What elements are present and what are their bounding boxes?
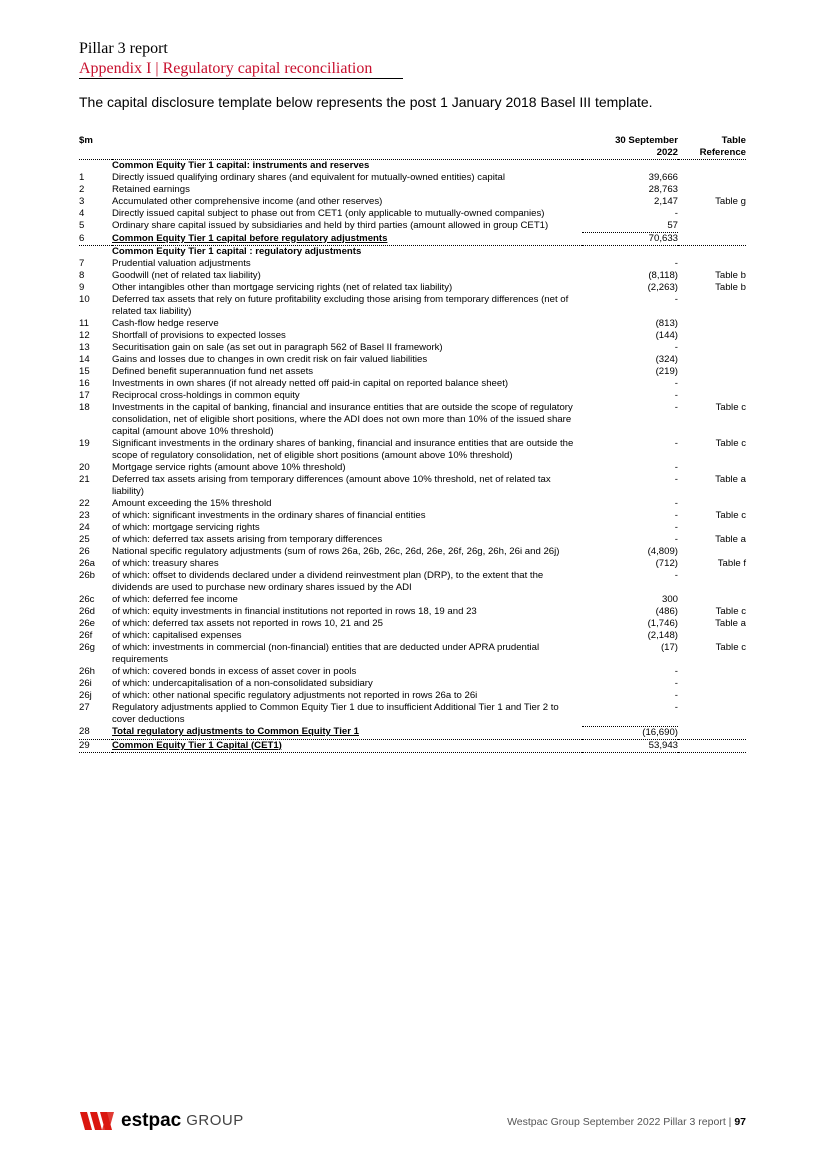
row-number: 10	[79, 294, 90, 305]
row-number: 16	[79, 378, 90, 389]
row-number: 11	[79, 318, 89, 329]
row-description: Common Equity Tier 1 Capital (CET1)	[112, 739, 582, 752]
row-number: 1	[79, 172, 85, 183]
table-row	[79, 342, 746, 354]
row-value: -	[674, 342, 678, 353]
row-value: -	[674, 702, 678, 713]
row-value: (2,263)	[647, 282, 678, 293]
row-description: Deferred tax assets arising from temporary differences (amount above 10% threshold, net of related tax liability)	[112, 474, 551, 497]
westpac-group-logo	[80, 1112, 244, 1130]
row-number: 3	[79, 196, 85, 207]
row-reference	[678, 160, 746, 173]
row-description: Reciprocal cross-holdings in common equity	[112, 390, 300, 401]
row-number	[79, 246, 112, 259]
header-reference: Table Reference	[678, 135, 746, 160]
table-row	[79, 196, 746, 208]
table-row	[79, 618, 746, 630]
row-number: 13	[79, 342, 90, 353]
row-reference	[678, 294, 746, 318]
table-row	[79, 666, 746, 678]
table-row	[79, 678, 746, 690]
row-description: Directly issued capital subject to phase out from CET1 (only applicable to mutually-owned companies)	[112, 208, 545, 219]
row-reference	[678, 246, 746, 259]
row-reference	[678, 220, 746, 233]
report-title: Pillar 3 report	[79, 40, 168, 57]
row-description: of which: deferred tax assets arising from temporary differences	[112, 534, 383, 545]
intro-text: The capital disclosure template below represents the post 1 January 2018 Basel III template.	[79, 94, 653, 110]
table-row	[79, 630, 746, 642]
row-number: 17	[79, 390, 90, 401]
row-description: of which: investments in commercial (non-financial) entities that are deducted under APRA prudential requirements	[112, 642, 540, 665]
row-description: of which: offset to dividends declared under a dividend reinvestment plan (DRP), to the extent that the dividends are used to purchase new ordinary shares issued by the ADI	[112, 570, 544, 593]
table-row	[79, 270, 746, 282]
row-description: Directly issued qualifying ordinary shares (and equivalent for mutually-owned entities) capital	[112, 172, 506, 183]
page-number: 97	[734, 1116, 746, 1128]
row-value: 57	[667, 220, 678, 231]
row-reference	[678, 726, 746, 739]
row-reference	[678, 678, 746, 690]
row-number: 7	[79, 258, 85, 269]
table-row	[79, 570, 746, 594]
table-row	[79, 354, 746, 366]
row-value: -	[674, 690, 678, 701]
table-row	[79, 690, 746, 702]
row-reference: Table c	[715, 438, 746, 449]
row-reference	[678, 233, 746, 246]
row-reference	[678, 172, 746, 184]
row-description: of which: deferred fee income	[112, 594, 238, 605]
table-row	[79, 498, 746, 510]
header-unit: $m	[79, 135, 112, 160]
row-number: 26c	[79, 594, 95, 605]
table-row	[79, 534, 746, 546]
row-value: -	[674, 498, 678, 509]
row-description: Common Equity Tier 1 capital before regulatory adjustments	[112, 233, 582, 246]
row-reference	[678, 546, 746, 558]
row-reference	[678, 702, 746, 726]
row-value: -	[674, 462, 678, 473]
table-row	[79, 366, 746, 378]
row-reference	[678, 330, 746, 342]
row-number	[79, 160, 112, 173]
row-number: 26g	[79, 642, 96, 653]
row-description: Cash-flow hedge reserve	[112, 318, 219, 329]
section-heading-row	[79, 246, 746, 259]
row-value: (486)	[655, 606, 678, 617]
row-value: (16,690)	[582, 726, 678, 739]
row-number: 6	[79, 233, 112, 246]
header-underline	[79, 78, 403, 79]
row-value: (1,746)	[647, 618, 678, 629]
row-value: -	[674, 378, 678, 389]
row-description: Mortgage service rights (amount above 10% threshold)	[112, 462, 346, 473]
row-description: Common Equity Tier 1 capital : regulatory adjustments	[112, 246, 362, 257]
row-value: (813)	[655, 318, 678, 329]
row-description: of which: covered bonds in excess of asset cover in pools	[112, 666, 357, 677]
footer-text: Westpac Group September 2022 Pillar 3 report | 97	[507, 1116, 746, 1128]
row-value: -	[674, 390, 678, 401]
page-footer	[0, 1108, 825, 1138]
row-reference	[678, 739, 746, 752]
row-reference: Table a	[715, 474, 746, 485]
row-value: -	[674, 474, 678, 485]
row-number: 27	[79, 702, 90, 713]
table-row	[79, 282, 746, 294]
row-number: 8	[79, 270, 85, 281]
row-number: 26d	[79, 606, 96, 617]
table-row	[79, 172, 746, 184]
row-value: (219)	[655, 366, 678, 377]
row-number: 12	[79, 330, 90, 341]
row-description: National specific regulatory adjustments (sum of rows 26a, 26b, 26c, 26d, 26e, 26f, 26g, 26h, 26i and 26j)	[112, 546, 560, 557]
table-row	[79, 258, 746, 270]
table-row	[79, 438, 746, 462]
table-row	[79, 558, 746, 570]
row-description: Defined benefit superannuation fund net assets	[112, 366, 314, 377]
row-description: of which: treasury shares	[112, 558, 219, 569]
row-reference: Table c	[715, 510, 746, 521]
row-description: Shortfall of provisions to expected losses	[112, 330, 286, 341]
table-row	[79, 510, 746, 522]
header-description	[112, 135, 582, 160]
row-description: Ordinary share capital issued by subsidiaries and held by third parties (amount allowed in group CET1)	[112, 220, 549, 231]
table-header-row	[79, 135, 746, 160]
row-value: 39,666	[648, 172, 678, 183]
row-reference: Table c	[715, 402, 746, 413]
row-description: Gains and losses due to changes in own credit risk on fair valued liabilities	[112, 354, 428, 365]
row-value	[582, 160, 678, 173]
row-description: Regulatory adjustments applied to Common Equity Tier 1 due to insufficient Additional Tier 1 and Tier 2 to cover deductions	[112, 702, 559, 725]
row-number: 26e	[79, 618, 96, 629]
row-reference	[678, 522, 746, 534]
table-row	[79, 702, 746, 726]
row-value: -	[674, 402, 678, 413]
row-number: 2	[79, 184, 85, 195]
table-row	[79, 220, 746, 233]
row-number: 9	[79, 282, 85, 293]
row-description: of which: deferred tax assets not reported in rows 10, 21 and 25	[112, 618, 383, 629]
table-row	[79, 546, 746, 558]
total-row	[79, 233, 746, 246]
row-description: of which: other national specific regulatory adjustments not reported in rows 26a to 26i	[112, 690, 478, 701]
table-row	[79, 330, 746, 342]
row-description: Other intangibles other than mortgage servicing rights (net of related tax liability)	[112, 282, 453, 293]
row-reference: Table c	[715, 606, 746, 617]
row-description: Investments in the capital of banking, financial and insurance entities that are outside the scope of regulatory consolidation, net of eligible short positions, where the ADI does not own more than 10% of the issued share capital (amount above 10% threshold)	[112, 402, 573, 437]
row-number: 22	[79, 498, 90, 509]
row-number: 20	[79, 462, 90, 473]
row-value: (2,148)	[647, 630, 678, 641]
table-row	[79, 378, 746, 390]
row-reference	[678, 378, 746, 390]
row-number: 26f	[79, 630, 93, 641]
row-reference	[678, 630, 746, 642]
total-row	[79, 726, 746, 739]
row-number: 28	[79, 726, 112, 739]
row-value: (712)	[655, 558, 678, 569]
row-reference: Table c	[715, 642, 746, 653]
row-value: (8,118)	[648, 270, 678, 281]
row-description: of which: mortgage servicing rights	[112, 522, 260, 533]
table-row	[79, 402, 746, 438]
table-row	[79, 474, 746, 498]
row-reference	[678, 690, 746, 702]
row-reference: Table b	[715, 270, 746, 281]
total-row	[79, 739, 746, 752]
row-reference	[678, 390, 746, 402]
row-number: 23	[79, 510, 90, 521]
row-number: 26i	[79, 678, 92, 689]
header-date: 30 September 2022	[582, 135, 678, 160]
row-number: 21	[79, 474, 90, 485]
row-description: of which: capitalised expenses	[112, 630, 242, 641]
row-reference: Table a	[715, 534, 746, 545]
row-value	[582, 246, 678, 259]
row-description: Amount exceeding the 15% threshold	[112, 498, 272, 509]
table-row	[79, 184, 746, 196]
row-value: -	[674, 666, 678, 677]
row-value: 70,633	[582, 233, 678, 246]
row-description: of which: significant investments in the ordinary shares of financial entities	[112, 510, 426, 521]
row-value: (4,809)	[647, 546, 678, 557]
row-reference	[678, 498, 746, 510]
table-row	[79, 522, 746, 534]
row-reference	[678, 184, 746, 196]
row-number: 24	[79, 522, 90, 533]
section-title: Appendix I | Regulatory capital reconciliation	[79, 60, 373, 77]
row-description: Goodwill (net of related tax liability)	[112, 270, 261, 281]
table-row	[79, 390, 746, 402]
table-row	[79, 294, 746, 318]
table-row	[79, 318, 746, 330]
row-description: Accumulated other comprehensive income (and other reserves)	[112, 196, 383, 207]
row-number: 26h	[79, 666, 96, 677]
row-number: 26	[79, 546, 90, 557]
row-value: -	[674, 294, 678, 305]
row-reference	[678, 208, 746, 220]
row-number: 29	[79, 739, 112, 752]
row-value: (144)	[655, 330, 678, 341]
row-reference: Table b	[715, 282, 746, 293]
row-number: 26a	[79, 558, 96, 569]
logo-group-text: GROUP	[186, 1112, 244, 1129]
row-number: 18	[79, 402, 90, 413]
table-row	[79, 642, 746, 666]
row-reference	[678, 354, 746, 366]
row-value: 300	[661, 594, 678, 605]
row-reference	[678, 366, 746, 378]
row-value: -	[674, 438, 678, 449]
row-number: 19	[79, 438, 90, 449]
row-description: Total regulatory adjustments to Common Equity Tier 1	[112, 726, 582, 739]
row-number: 15	[79, 366, 90, 377]
section-heading-row	[79, 160, 746, 173]
row-value: -	[674, 258, 678, 269]
row-description: Investments in own shares (if not already netted off paid-in capital on reported balance sheet)	[112, 378, 509, 389]
row-value: 2,147	[653, 196, 678, 207]
row-reference	[678, 666, 746, 678]
row-number: 26b	[79, 570, 96, 581]
table-row	[79, 594, 746, 606]
row-description: Retained earnings	[112, 184, 190, 195]
row-description: Deferred tax assets that rely on future profitability excluding those arising from temporary differences (net of related tax liability)	[112, 294, 569, 317]
row-reference	[678, 342, 746, 354]
row-number: 5	[79, 220, 85, 231]
capital-disclosure-table	[79, 135, 746, 753]
table-row	[79, 606, 746, 618]
table-row	[79, 462, 746, 474]
row-value: (17)	[660, 642, 678, 653]
row-reference: Table g	[715, 196, 746, 207]
row-description: Common Equity Tier 1 capital: instruments and reserves	[112, 160, 370, 171]
row-reference: Table a	[715, 618, 746, 629]
row-number: 14	[79, 354, 90, 365]
row-value: -	[674, 522, 678, 533]
row-description: Prudential valuation adjustments	[112, 258, 251, 269]
logo-wordmark: estpac	[121, 1110, 182, 1131]
row-description: of which: equity investments in financial institutions not reported in rows 18, 19 and 23	[112, 606, 477, 617]
row-value: -	[674, 678, 678, 689]
row-value: -	[674, 534, 678, 545]
row-value: (324)	[655, 354, 678, 365]
row-description: of which: undercapitalisation of a non-consolidated subsidiary	[112, 678, 373, 689]
row-value: 28,763	[648, 184, 678, 195]
row-reference: Table f	[717, 558, 746, 569]
row-reference	[678, 462, 746, 474]
row-reference	[678, 258, 746, 270]
row-value: -	[674, 510, 678, 521]
row-number: 26j	[79, 690, 92, 701]
row-value: -	[674, 208, 678, 219]
table-row	[79, 208, 746, 220]
table-body	[79, 160, 746, 753]
row-reference	[678, 594, 746, 606]
row-reference	[678, 318, 746, 330]
row-description: Significant investments in the ordinary shares of banking, financial and insurance entities that are outside the scope of regulatory consolidation, net of eligible short positions (amount above 10% threshold)	[112, 438, 574, 461]
row-value: 53,943	[582, 739, 678, 752]
row-reference	[678, 570, 746, 594]
row-value: -	[674, 570, 678, 581]
westpac-w-icon	[80, 1112, 120, 1130]
row-number: 25	[79, 534, 90, 545]
row-number: 4	[79, 208, 85, 219]
row-description: Securitisation gain on sale (as set out in paragraph 562 of Basel II framework)	[112, 342, 443, 353]
